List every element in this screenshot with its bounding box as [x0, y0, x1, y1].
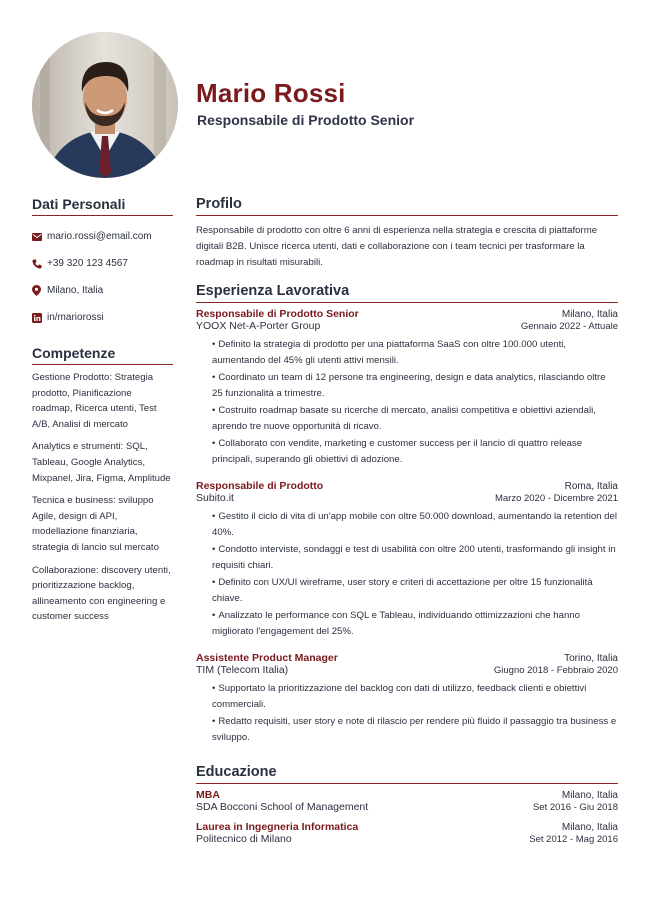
- education-dates: Set 2012 - Mag 2016: [529, 834, 618, 845]
- job-dates: Giugno 2018 - Febbraio 2020: [493, 665, 618, 676]
- school-name: SDA Bocconi School of Management: [196, 801, 369, 813]
- bullet-item: • Redatto requisiti, user story e note di rilascio per rendere più fluido il passaggio tra business e sviluppo.: [212, 716, 617, 743]
- job-dates: Marzo 2020 - Dicembre 2021: [494, 493, 618, 504]
- candidate-title: Responsabile di Prodotto Senior: [197, 112, 415, 128]
- email-icon: [32, 233, 47, 241]
- bullet-item: • Gestito il ciclo di vita di un'app mobile con oltre 50.000 download, aumentando la retention del 40%.: [212, 511, 617, 538]
- sidebar: [32, 196, 173, 632]
- job-location: Roma, Italia: [564, 481, 618, 492]
- contact-location-text: Milano, Italia: [47, 285, 104, 296]
- contact-email[interactable]: [32, 223, 173, 250]
- contact-email-text: mario.rossi@email.com: [47, 231, 152, 242]
- contact-phone[interactable]: [32, 250, 173, 277]
- job-entry: [196, 480, 618, 640]
- job-company: YOOX Net-A-Porter Group: [196, 320, 321, 332]
- bullet-item: • Collaborato con vendite, marketing e customer success per il lancio di quattro release principali, superando gli obiettivi di adozione.: [212, 438, 583, 465]
- bullet-item: • Definito la strategia di prodotto per una piattaforma SaaS con oltre 100.000 utenti, aumentando del 45% gli utenti attivi mensili.: [212, 339, 567, 366]
- profile-summary: Responsabile di prodotto con oltre 6 anni di esperienza nella strategia e crescita di piattaforme digitali B2B. Unisce ricerca utenti, dati e collaborazione con i team tecnici per trasformare la roadmap in risultati misurabili.: [196, 225, 598, 268]
- job-title: Responsabile di Prodotto: [196, 480, 324, 492]
- main-content: [196, 196, 618, 845]
- education-entry: [196, 821, 618, 845]
- skill-group: Gestione Prodotto: Strategia prodotto, Pianificazione roadmap, Ricerca utenti, Test A/B, Analisi di mercato: [32, 372, 157, 430]
- skill-group: Collaborazione: discovery utenti, prioritizzazione backlog, allineamento con engineering e customer success: [32, 564, 171, 623]
- contact-linkedin[interactable]: [32, 304, 173, 331]
- experience-heading: Esperienza Lavorativa: [196, 283, 618, 303]
- bullet-item: • Supportato la prioritizzazione del backlog con dati di utilizzo, feedback clienti e obiettivi commerciali.: [212, 683, 587, 710]
- skills-heading: Competenze: [32, 345, 173, 365]
- skill-group: Tecnica e business: sviluppo Agile, design di API, modellazione finanziaria, strategia di lancio sul mercato: [32, 495, 159, 553]
- bullet-item: • Coordinato un team di 12 persone tra engineering, design e data analytics, rilasciando oltre 25 funzionalità a trimestre.: [212, 372, 606, 399]
- job-bullets: [196, 509, 618, 640]
- linkedin-icon: [32, 313, 47, 323]
- contact-location: [32, 277, 173, 304]
- contact-phone-text: +39 320 123 4567: [47, 258, 128, 269]
- contact-linkedin-text: in/mariorossi: [47, 312, 104, 323]
- job-bullets: [196, 337, 618, 468]
- degree-title: MBA: [196, 789, 220, 801]
- education-heading: Educazione: [196, 764, 618, 784]
- education-location: Milano, Italia: [561, 822, 618, 833]
- job-location: Torino, Italia: [564, 653, 618, 664]
- education-entry: [196, 789, 618, 813]
- profile-heading: Profilo: [196, 196, 618, 216]
- job-entry: [196, 652, 618, 746]
- profile-photo: [32, 32, 178, 178]
- skill-group: Analytics e strumenti: SQL, Tableau, Google Analytics, Mixpanel, Jira, Figma, Amplitude: [32, 441, 171, 484]
- phone-icon: [32, 259, 47, 269]
- portrait-image: [32, 32, 178, 178]
- job-dates: Gennaio 2022 - Attuale: [520, 321, 618, 332]
- degree-title: Laurea in Ingegneria Informatica: [196, 821, 359, 833]
- education-location: Milano, Italia: [561, 790, 618, 801]
- school-name: Politecnico di Milano: [196, 833, 292, 845]
- bullet-item: • Condotto interviste, sondaggi e test di usabilità con oltre 200 utenti, trasformando gli insight in requisiti chiari.: [212, 544, 616, 571]
- job-entry: [196, 308, 618, 468]
- job-company: Subito.it: [196, 492, 234, 504]
- skills-list: [32, 370, 173, 625]
- candidate-name: Mario Rossi: [196, 78, 346, 108]
- contact-list: [32, 223, 173, 331]
- job-location: Milano, Italia: [561, 309, 618, 320]
- job-title: Assistente Product Manager: [196, 652, 338, 664]
- personal-heading: Dati Personali: [32, 196, 173, 216]
- location-icon: [32, 285, 47, 296]
- bullet-item: • Costruito roadmap basate su ricerche di mercato, analisi competitiva e obiettivi aziendali, aprendo tre nuove opportunità di ricavo.: [212, 405, 596, 432]
- job-title: Responsabile di Prodotto Senior: [196, 308, 359, 320]
- job-company: TIM (Telecom Italia): [196, 664, 289, 676]
- bullet-item: • Analizzato le performance con SQL e Tableau, individuando ottimizzazioni che hanno migliorato l'engagement del 25%.: [212, 610, 580, 637]
- bullet-item: • Definito con UX/UI wireframe, user story e criteri di accettazione per oltre 15 funzionalità chiave.: [212, 577, 593, 604]
- education-dates: Set 2016 - Giu 2018: [532, 802, 618, 813]
- job-bullets: [196, 681, 618, 746]
